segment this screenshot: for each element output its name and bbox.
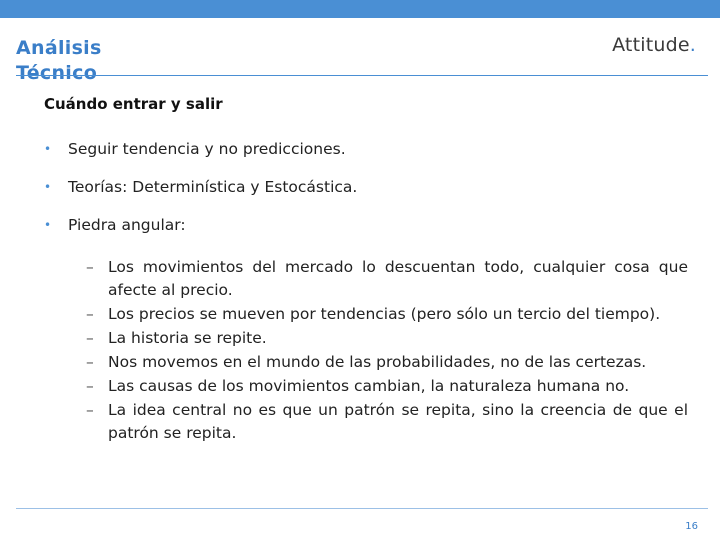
bullet-list bbox=[44, 138, 357, 252]
sub-bullet-text: La idea central no es que un patrón se repita, sino la creencia de que el patrón se repita. bbox=[108, 401, 688, 442]
bullet-item bbox=[44, 214, 357, 252]
sub-bullet-item bbox=[86, 327, 688, 350]
bullet-dot-icon: • bbox=[44, 142, 52, 156]
top-accent-bar bbox=[0, 0, 720, 18]
dash-icon: – bbox=[86, 377, 94, 395]
bullet-text: Teorías: Determinística y Estocástica. bbox=[68, 178, 358, 196]
sub-bullet-item bbox=[86, 375, 688, 398]
slide-title: Análisis Técnico bbox=[16, 37, 102, 84]
sub-bullet-text: Los movimientos del mercado lo descuentan todo, cualquier cosa que afecte al precio. bbox=[108, 258, 688, 299]
sub-bullet-text: Las causas de los movimientos cambian, la naturaleza humana no. bbox=[108, 377, 630, 395]
bullet-item bbox=[44, 138, 357, 176]
sub-bullet-text: La historia se repite. bbox=[108, 329, 267, 347]
bullet-dot-icon: • bbox=[44, 180, 52, 194]
dash-icon: – bbox=[86, 258, 94, 276]
header-divider bbox=[16, 75, 708, 76]
dash-icon: – bbox=[86, 353, 94, 371]
dash-icon: – bbox=[86, 329, 94, 347]
sub-bullet-text: Los precios se mueven por tendencias (pero sólo un tercio del tiempo). bbox=[108, 305, 661, 323]
sub-bullet-item bbox=[86, 256, 688, 302]
section-subheading: Cuándo entrar y salir bbox=[44, 95, 223, 113]
dash-icon: – bbox=[86, 305, 94, 323]
sub-bullet-text: Nos movemos en el mundo de las probabilidades, no de las certezas. bbox=[108, 353, 647, 371]
attitude-logo bbox=[612, 34, 696, 56]
bullet-text: Seguir tendencia y no predicciones. bbox=[68, 140, 346, 158]
footer-divider bbox=[16, 508, 708, 509]
sub-bullet-item bbox=[86, 351, 688, 374]
dash-icon: – bbox=[86, 401, 94, 419]
bullet-dot-icon: • bbox=[44, 218, 52, 232]
logo-dot: . bbox=[689, 34, 696, 56]
sub-bullet-list bbox=[86, 256, 688, 446]
logo-text: Attitude bbox=[612, 34, 690, 56]
page-number: 16 bbox=[685, 521, 698, 532]
sub-bullet-item bbox=[86, 399, 688, 445]
sub-bullet-item bbox=[86, 303, 688, 326]
bullet-text: Piedra angular: bbox=[68, 216, 186, 234]
bullet-item bbox=[44, 176, 357, 214]
